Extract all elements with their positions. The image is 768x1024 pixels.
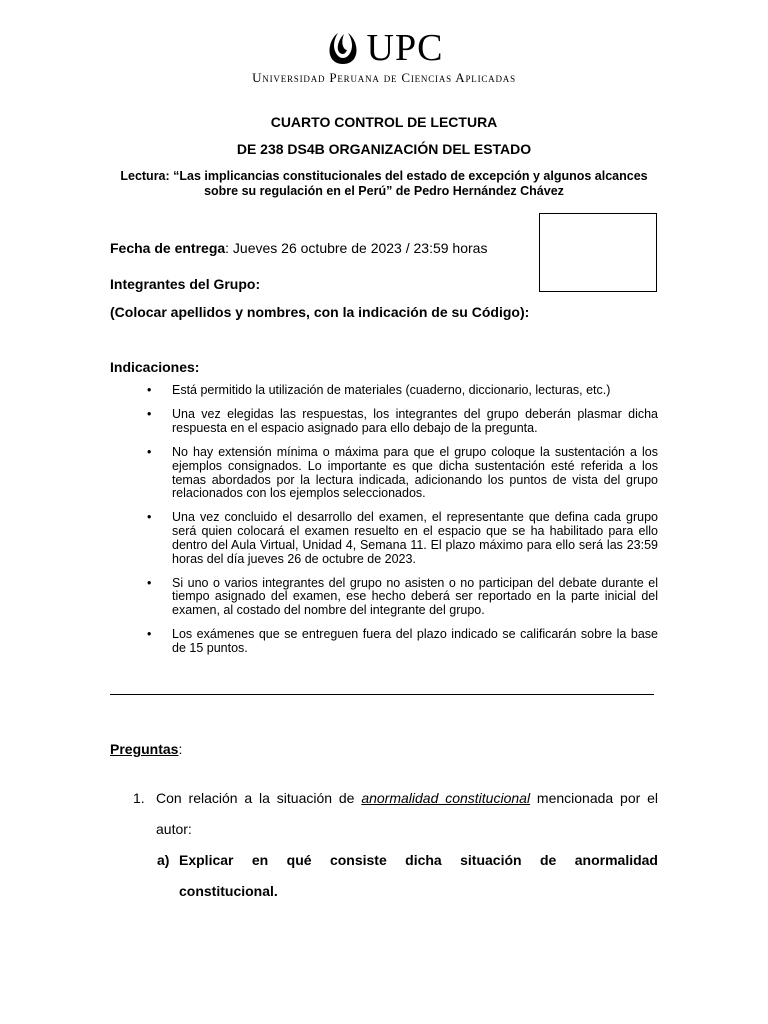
bullet-icon: • [147,510,152,525]
list-item: • Si uno o varios integrantes del grupo no asisten o no participan del debate durante el tiempo asignado del examen, ese hecho deberá ser reportado en la parte inicial del examen, al costado del nombre del integrante del grupo. [147,575,658,618]
university-logo [0,28,768,86]
sub-question-letter: a) [157,852,170,868]
questions-heading: Preguntas: [110,741,183,757]
list-item: • Una vez elegidas las respuestas, los integrantes del grupo deberán plasmar dicha respuesta en el espacio asignado para ello debajo de la pregunta. [147,407,658,435]
question-1a [157,845,658,907]
bullet-icon: • [147,407,152,422]
question-1 [133,783,658,845]
emphasized-term: anormalidad constitucional [361,790,531,806]
due-date-value: : Jueves 26 octubre de 2023 / 23:59 horas [225,240,488,256]
grade-box [539,213,657,292]
due-date [110,240,487,256]
bullet-icon: • [147,383,152,397]
course-title: DE 238 DS4B ORGANIZACIÓN DEL ESTADO [236,141,532,157]
list-item: • No hay extensión mínima o máxima para que el grupo coloque la sustentación a los ejemplos consignados. Lo importante es que dicha sustentación esté referida a los temas abordados por la lectura indicada, adicionando los puntos de vista del grupo relacionados con los ejemplos seleccionados. [147,445,658,501]
bullet-icon: • [147,627,152,642]
instructions-heading: Indicaciones: [110,359,200,375]
bullet-icon: • [147,445,152,460]
bullet-icon: • [147,575,152,590]
upc-emblem-icon [325,30,361,66]
logo-subtitle: Universidad Peruana de Ciencias Aplicadas [252,70,516,85]
questions-heading-label: Preguntas [110,741,179,757]
question-text: Con relación a la situación de anormalidad constitucional mencionada por el autor: [156,790,659,837]
list-item: • Una vez concluido el desarrollo del examen, el representante que defina cada grupo será quien colocará el examen resuelto en el espacio que se ha habilitado para ello dentro del Aula Virtual, Unidad 4, Semana 11. El plazo máximo para ello será las 23:59 horas del día jueves 26 de octubre de 2023. [147,510,658,566]
list-item: • Los exámenes que se entreguen fuera del plazo indicado se calificarán sobre la base de 15 puntos. [147,627,658,656]
question-number: 1. [133,790,145,806]
reading-reference: Lectura: “Las implicancias constitucionales del estado de excepción y algunos alcances sobre su regulación en el Perú” de Pedro Hernández Chávez [120,169,648,198]
due-date-label: Fecha de entrega [110,240,226,256]
logo-wordmark: UPC [366,27,444,69]
instructions-list [110,384,658,666]
document-title: CUARTO CONTROL DE LECTURA [270,114,498,130]
list-item: • Está permitido la utilización de materiales (cuaderno, diccionario, lecturas, etc.) [147,383,611,397]
group-members-label: Integrantes del Grupo: [110,276,261,292]
sub-question-text: Explicar en qué consiste dicha situación de anormalidad constitucional. [179,852,658,899]
group-members-instruction: (Colocar apellidos y nombres, con la indicación de su Código): [110,304,530,320]
section-divider [110,694,654,695]
